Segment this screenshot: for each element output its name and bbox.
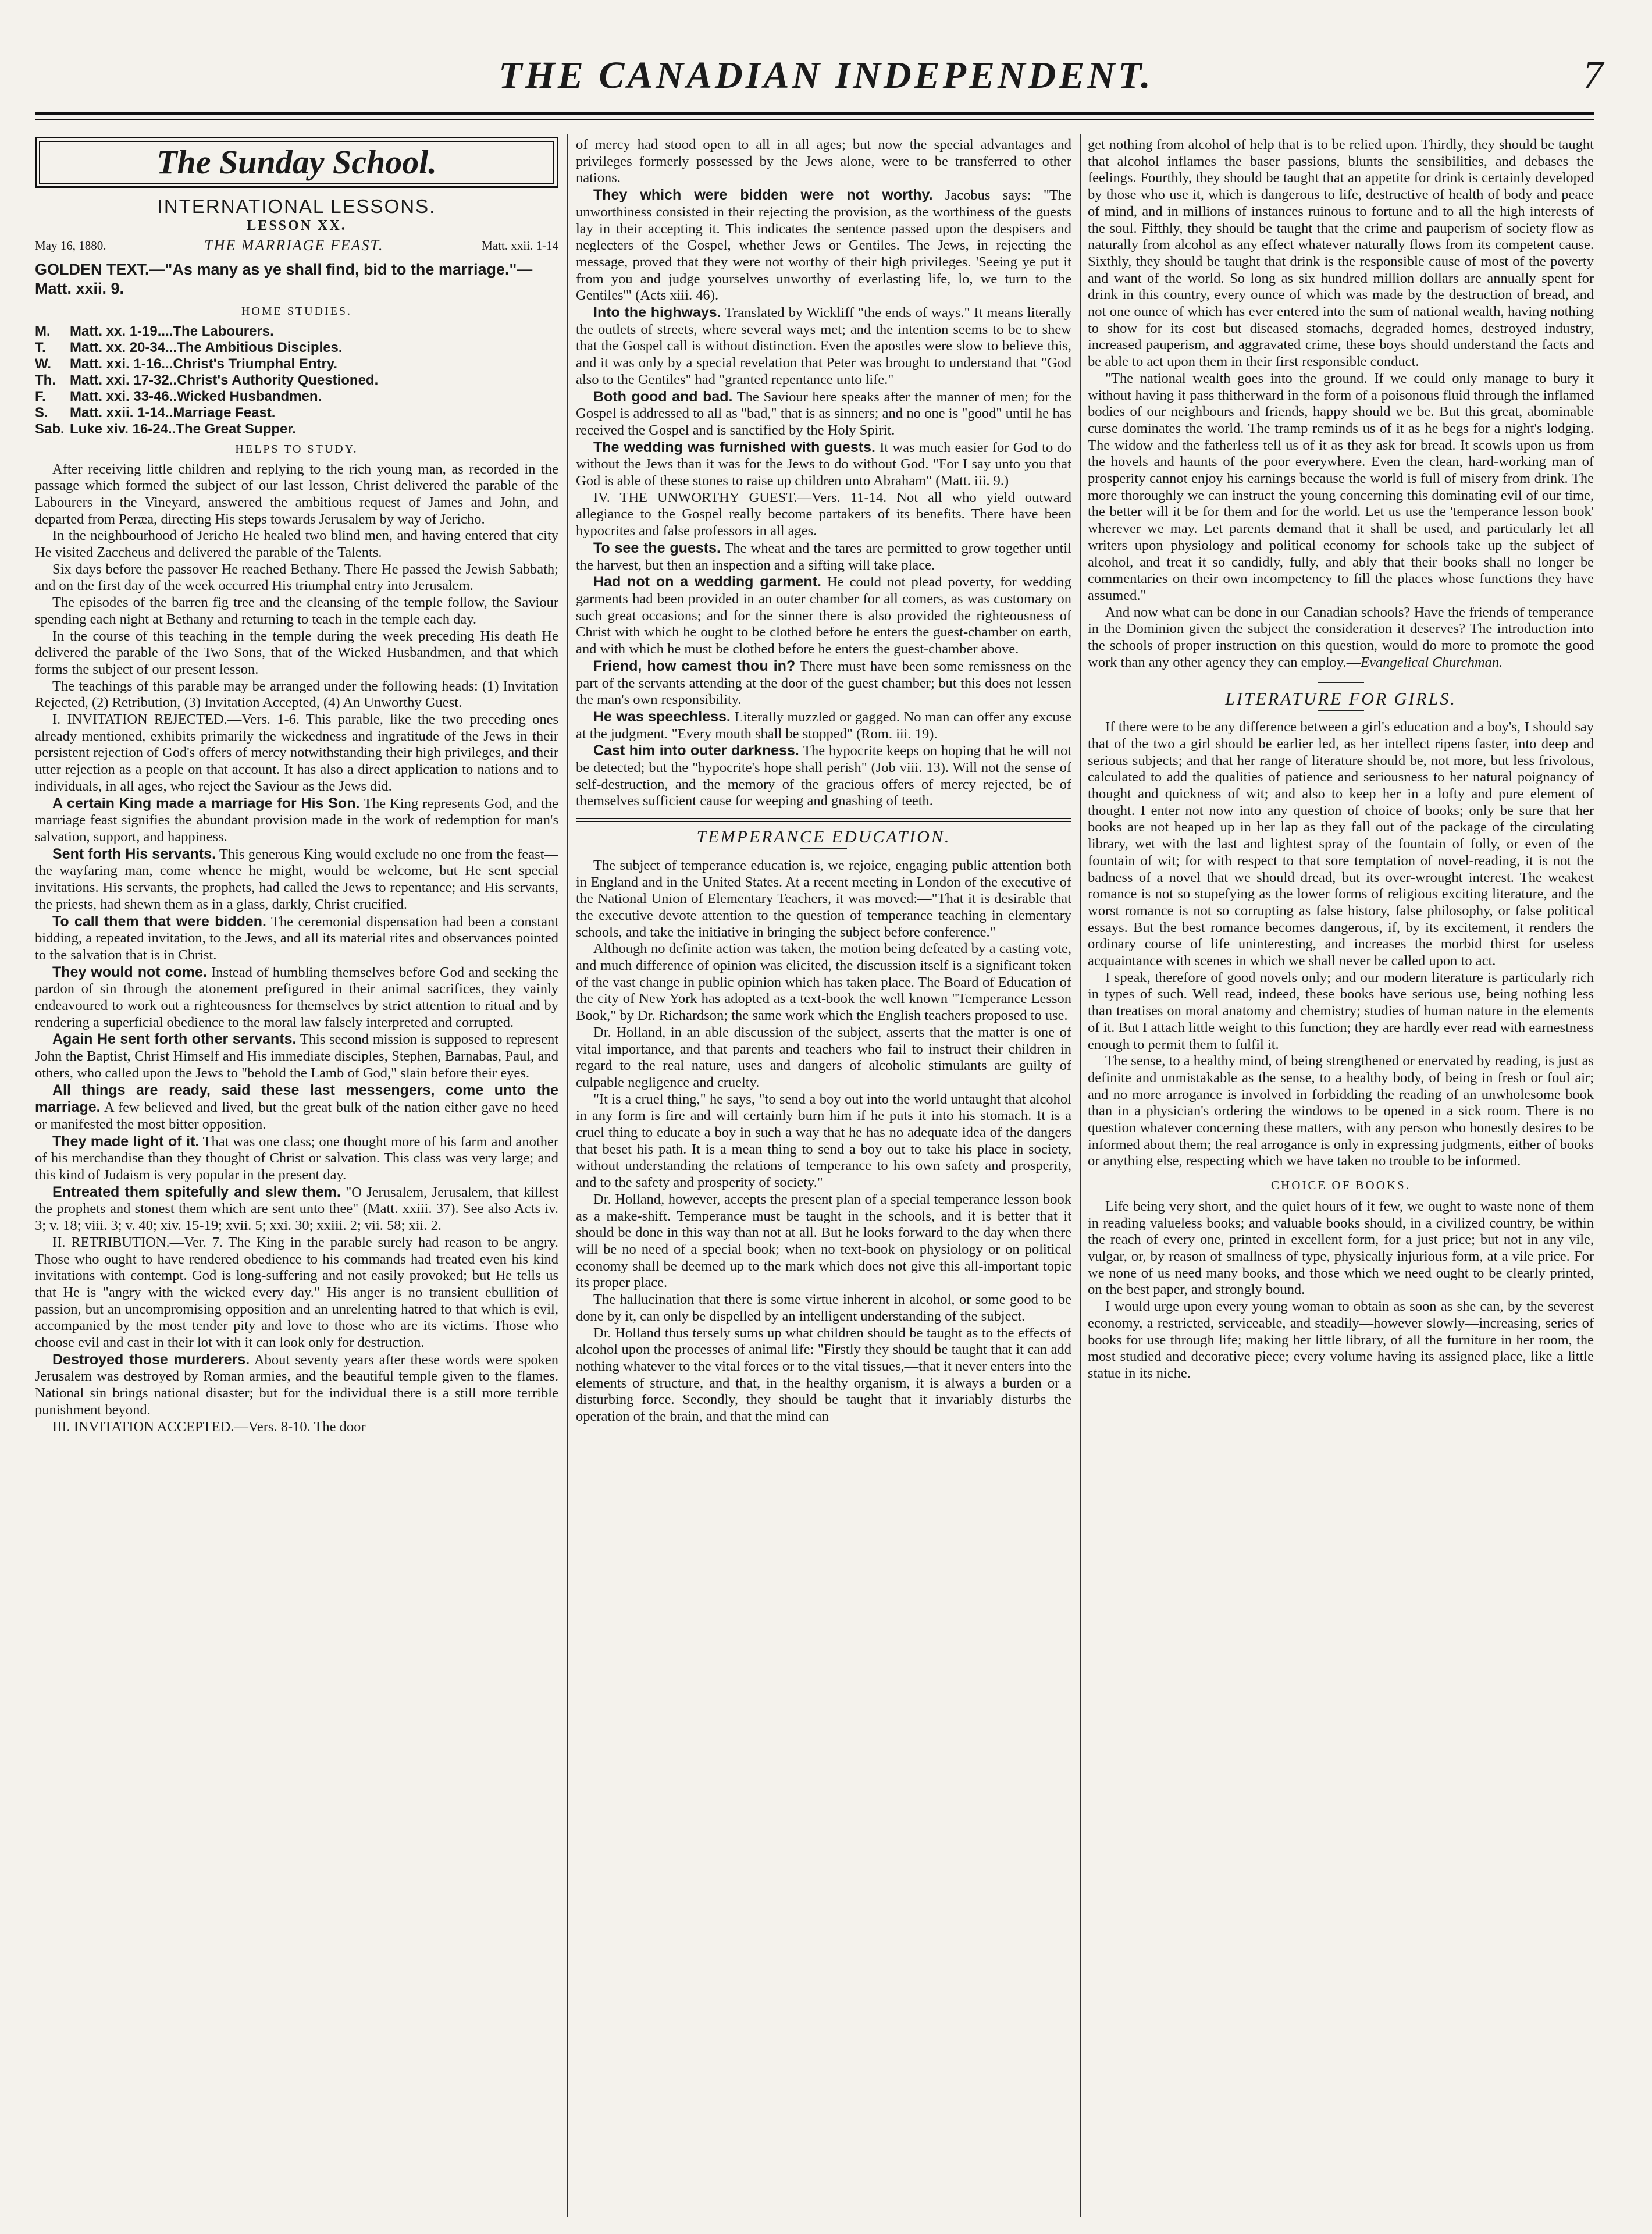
column-divider-2 bbox=[1080, 134, 1081, 2217]
lead-phrase: They made light of it. bbox=[52, 1133, 200, 1150]
paragraph-body: Jacobus says: "The unworthiness consisted in their rejecting the provision, as the worthiness of the guests lay in their accepting it. This indicates the sentence passed upon the despisers and neglecters of the Gospel, whether Jews or Gentiles. The Jews, in rejecting the message, proved that they were not worthy of their high privileges. 'Seeing ye put it from you and judge yourselves unworthy of everlasting life, lo, we turn to the Gentiles'" (Acts xiii. 46). bbox=[576, 187, 1071, 304]
newspaper-title: THE CANADIAN INDEPENDENT. bbox=[499, 54, 1153, 97]
source-citation: Evangelical Churchman. bbox=[1361, 654, 1503, 670]
section-divider bbox=[576, 818, 1071, 819]
lead-phrase: The wedding was furnished with guests. bbox=[593, 439, 875, 456]
paragraph bbox=[576, 742, 1071, 810]
lead-phrase: Had not on a wedding garment. bbox=[593, 574, 821, 590]
paragraph bbox=[35, 1082, 558, 1133]
paragraph bbox=[576, 187, 1071, 304]
paragraph bbox=[35, 1133, 558, 1184]
header-rule-thick bbox=[35, 112, 1594, 115]
paragraph bbox=[35, 1351, 558, 1419]
paragraph bbox=[35, 913, 558, 964]
page-number: 7 bbox=[1583, 53, 1603, 98]
paragraph-body: This second mission is supposed to represent John the Baptist, Christ Himself and His immediate disciples, Stephen, Barnabas, Paul, and others, who called upon the Jews to "behold the Lamb of God," slain before their eyes. bbox=[35, 1031, 558, 1081]
lesson-info-row bbox=[35, 237, 558, 254]
paragraph bbox=[35, 964, 558, 1031]
paragraph: "It is a cruel thing," he says, "to send a boy out into the world untaught that alcohol in any form is fire and will certainly burn him if he puts it into his stomach. It is a cruel thing to educate a boy in such a way that he has no adequate idea of the dangers that beset his path. It is a mean thing to send a boy out to take his place in society, without understanding the relations of temperance to his own safety and prosperity, and to the safety and prosperity of society." bbox=[576, 1091, 1071, 1191]
lead-phrase: They would not come. bbox=[52, 963, 207, 980]
study-day: Th. bbox=[35, 372, 56, 388]
paragraph: The teachings of this parable may be arranged under the following heads: (1) Invitation Rejected, (2) Retribution, (3) Invitation Accepted, (4) An Unworthy Guest. bbox=[35, 678, 558, 711]
lessons-heading: INTERNATIONAL LESSONS. bbox=[157, 195, 436, 217]
paragraph: Six days before the passover He reached Bethany. There He passed the Jewish Sabbath; and on the first day of the week occurred His triumphal entry into Jerusalem. bbox=[35, 561, 558, 594]
paragraph: Life being very short, and the quiet hours of it few, we ought to waste none of them in reading valueless books; and valuable books should, in a civilized country, be within the reach of every one, printed in excellent form, for a just price; but not in any vile, vulgar, or, by reason of smallness of type, physically injurious form, at a vile price. For we none of us need many books, and those which we need ought to be clearly printed, on the best paper, and strongly bound. bbox=[1088, 1198, 1594, 1298]
paragraph-body: "O Jerusalem, Jerusalem, that killest the prophets and stonest them which are sent unto thee" (Matt. xxiii. 37). See also Acts iv. 3; v. 18; viii. 3; v. 40; xiv. 15-19; xvii. 5; xxi. 30; xxiii. 2; vii. 58; xii. 2. bbox=[35, 1184, 558, 1234]
lead-phrase: Sent forth His servants. bbox=[52, 845, 216, 862]
study-text: Matt. xxi. 17-32..Christ's Authority Questioned. bbox=[70, 372, 379, 388]
lead-phrase: To see the guests. bbox=[593, 539, 721, 556]
study-text: Matt. xx. 1-19....The Labourers. bbox=[70, 323, 274, 339]
study-item bbox=[35, 405, 558, 421]
home-studies-label: HOME STUDIES. bbox=[241, 305, 353, 318]
paragraph-body: About seventy years after these words were spoken Jerusalem was destroyed by Roman armies, and the beautiful temple given to the flames. National sin brings national disaster; but for the individual there is a still more terrible punishment beyond. bbox=[35, 1351, 558, 1418]
paragraph bbox=[576, 389, 1071, 439]
paragraph-body: The King represents God, and the marriage feast signifies the abundant provision made in the work of redemption for man's salvation, support, and happiness. bbox=[35, 795, 558, 845]
paragraph bbox=[576, 658, 1071, 709]
lead-phrase: Destroyed those murderers. bbox=[52, 1351, 250, 1368]
paragraph bbox=[576, 574, 1071, 658]
study-item bbox=[35, 356, 558, 372]
paragraph-body: Instead of humbling themselves before God and seeking the pardon of sin through the atonement prefigured in their animal sacrifices, they vainly endeavoured to work out a righteousness for themselves by strict attention to ritual and by rendering a superficial obedience to the moral law falsely interpreted and corrupted. bbox=[35, 964, 558, 1030]
lead-phrase: Into the highways. bbox=[593, 304, 721, 321]
study-item bbox=[35, 340, 558, 356]
column-3 bbox=[1088, 137, 1594, 2217]
paragraph: The subject of temperance education is, we rejoice, engaging public attention both in England and in the United States. At a recent meeting in London of the executive of the National Union of Elementary Teachers, it was moved:—"That it is desirable that the executive devote attention to the question of temperance teaching in elementary schools, and take the initiative in bringing the subject before conference." bbox=[576, 857, 1071, 940]
paragraph bbox=[576, 709, 1071, 742]
paragraph: Dr. Holland, in an able discussion of the subject, asserts that the matter is one of vital importance, and that parents and teachers who fail to instruct their children in regard to the real nature, uses and dangers of alcoholic stimulants are guilty of culpable negligence and cruelty. bbox=[576, 1024, 1071, 1090]
study-day: W. bbox=[35, 355, 51, 372]
paragraph: I speak, therefore of good novels only; and our modern literature is particularly rich in types of such. Well read, indeed, these books have serious use, being nothing less than treatises on moral anatomy and chemistry; studies of human nature in the elements of it. But I attach little weight to this function; they are hardly ever read with earnestness enough to permit them to fulfil it. bbox=[1088, 969, 1594, 1052]
paragraph-body: The ceremonial dispensation had been a constant bidding, a repeated invitation, to the Jews, and all its material rites and observances pointed to the salvation that is in Christ. bbox=[35, 913, 558, 963]
study-text: Matt. xxi. 1-16...Christ's Triumphal Entry. bbox=[70, 355, 338, 372]
sunday-school-banner bbox=[35, 137, 558, 188]
heading-rule bbox=[1318, 682, 1364, 683]
study-day: F. bbox=[35, 388, 46, 404]
study-item bbox=[35, 421, 558, 437]
lead-phrase: Cast him into outer darkness. bbox=[593, 742, 799, 759]
paragraph: Although no definite action was taken, the motion being defeated by a casting vote, and much difference of opinion was elicited, the discussion itself is a significant token of the vast change in public opinion which has taken place. The Board of Education of the city of New York has adopted as a text-book the well known "Temperance Lesson Book," by Dr. Richardson; the same work which the English teachers proposed to use. bbox=[576, 941, 1071, 1024]
study-day: T. bbox=[35, 339, 46, 355]
paragraph bbox=[35, 1031, 558, 1082]
study-day: S. bbox=[35, 404, 48, 421]
lead-phrase: Both good and bad. bbox=[593, 388, 733, 405]
column-2 bbox=[576, 137, 1071, 2217]
paragraph: IV. THE UNWORTHY GUEST.—Vers. 11-14. Not all who yield outward allegiance to the Gospel really become partakers of its benefits. There have been hypocrites and false professors in all ages. bbox=[576, 489, 1071, 539]
study-text: Matt. xxi. 33-46..Wicked Husbandmen. bbox=[70, 388, 322, 404]
paragraph: II. RETRIBUTION.—Ver. 7. The King in the parable surely had reason to be angry. Those who ought to have rendered obedience to his commands had treated even his kind invitations with contempt. God is long-suffering and not easily provoked; but He tells us that He is "angry with the wicked every day." His anger is no transient ebullition of passion, but an uncompromising opposition and an unrelenting hatred to that which is evil, accompanied by the most tender pity and love to those who are its victims. Those who choose evil and cast in their lot with it can look only for destruction. bbox=[35, 1234, 558, 1351]
study-text: Luke xiv. 16-24..The Great Supper. bbox=[70, 421, 297, 437]
paragraph: In the neighbourhood of Jericho He healed two blind men, and having entered that city He visited Zaccheus and delivered the parable of the Talents. bbox=[35, 528, 558, 561]
paragraph-body: Literally muzzled or gagged. No man can offer any excuse at the judgment. "Every mouth shall be stopped" (Rom. iii. 19). bbox=[576, 709, 1071, 742]
lead-phrase: A certain King made a marriage for His Son. bbox=[52, 795, 360, 812]
lesson-number: LESSON XX. bbox=[247, 218, 347, 233]
paragraph bbox=[35, 795, 558, 846]
choice-of-books-heading: CHOICE OF BOOKS. bbox=[1271, 1178, 1411, 1193]
heading-rule bbox=[1318, 710, 1364, 711]
study-day: Sab. bbox=[35, 421, 65, 437]
heading-rule bbox=[800, 848, 847, 849]
lead-phrase: Entreated them spitefully and slew them. bbox=[52, 1183, 341, 1200]
literature-heading: LITERATURE FOR GIRLS. bbox=[1225, 689, 1457, 709]
paragraph-body: The wheat and the tares are permitted to grow together until the harvest, but then an inspection and a sifting will take place. bbox=[576, 540, 1071, 573]
paragraph: I. INVITATION REJECTED.—Vers. 1-6. This parable, like the two preceding ones already mentioned, exhibits primarily the wickedness and ingratitude of the Jews in their persistent rejection of God's offers of mercy notwithstanding their high privileges, and their utter rejection as a people on that account. It has also a direct application to nations and to individuals, in all ages, who reject the Saviour as the Jews did. bbox=[35, 712, 558, 794]
paragraph: After receiving little children and replying to the rich young man, as recorded in the passage which formed the subject of our last lesson, Christ delivered the parable of the Labourers in the Vineyard, answered the ambitious request of James and John, and departed from Peræa, directing His steps towards Jerusalem by way of Jericho. bbox=[35, 461, 558, 527]
paragraph-body: There must have been some remissness on the part of the servants attending at the door of the guest chamber; but this does not lessen the man's own responsibility. bbox=[576, 658, 1071, 708]
paragraph: In the course of this teaching in the temple during the week preceding His death He delivered the parable of the Two Sons, that of the Wicked Husbandmen, and that which forms the subject of our present lesson. bbox=[35, 628, 558, 677]
paragraph-body: He could not plead poverty, for wedding garments had been provided in an outer chamber for all comers, as was customary on such great occasions; and for the sinner there is also provided the righteousness of Christ with which he ought to be clothed before he enters the guest-chamber on earth, and with which he must be clothed before he enters the guest-chamber above. bbox=[576, 574, 1071, 657]
study-text: Matt. xxii. 1-14..Marriage Feast. bbox=[70, 404, 276, 421]
paragraph bbox=[35, 1184, 558, 1235]
lesson-date: May 16, 1880. bbox=[35, 239, 106, 253]
column-divider-1 bbox=[567, 134, 568, 2217]
study-item bbox=[35, 323, 558, 340]
lead-phrase: All things are ready, said these last messengers, come unto the marriage. bbox=[35, 1082, 558, 1116]
page-header bbox=[35, 23, 1617, 111]
study-item bbox=[35, 389, 558, 405]
lead-phrase: They which were bidden were not worthy. bbox=[593, 187, 933, 204]
study-item bbox=[35, 372, 558, 389]
temperance-heading: TEMPERANCE EDUCATION. bbox=[696, 827, 951, 847]
lead-phrase: Friend, how camest thou in? bbox=[593, 657, 796, 674]
paragraph: The episodes of the barren fig tree and the cleansing of the temple follow, the Saviour spending each night at Bethany and returning to teach in the temple each day. bbox=[35, 595, 558, 627]
lead-phrase: He was speechless. bbox=[593, 708, 731, 725]
study-text: Matt. xx. 20-34...The Ambitious Disciples. bbox=[70, 339, 343, 355]
paragraph bbox=[576, 439, 1071, 490]
paragraph-body: That was one class; one thought more of his farm and another of his merchandise than they thought of Christ or salvation. This class was very large; and this kind of Judaism is very popular in the present day. bbox=[35, 1133, 558, 1183]
paragraph bbox=[1088, 604, 1594, 671]
column-1 bbox=[35, 137, 558, 2217]
lead-phrase: To call them that were bidden. bbox=[52, 913, 266, 930]
paragraph: Dr. Holland thus tersely sums up what children should be taught as to the effects of alcohol upon the processes of animal life: "Firstly they should be taught that it can add nothing whatever to the vital forces or to the vital tissues,—that it never enters into the elements of structure, and that, in the healthy organism, it is always a burden or a disturbing force. Secondly, they should be taught that it invariably disturbs the operation of the brain, and that the mind can bbox=[576, 1325, 1071, 1425]
paragraph-body: The Saviour here speaks after the manner of men; for the Gospel is addressed to all as "bad," that is as sinners; and no one is "good" until he has received the Gospel and is sanctified by the Holy Spirit. bbox=[576, 389, 1071, 438]
paragraph bbox=[576, 540, 1071, 574]
paragraph-body: The hypocrite keeps on hoping that he will not be detected; but the "hypocrite's hope shall perish" (Job viii. 13). Will not the sense of self-destruction, and the memory of the gracious offers of mercy rejected, be of themselves sufficient cause for weeping and gnashing of teeth. bbox=[576, 743, 1071, 809]
paragraph: The sense, to a healthy mind, of being strengthened or enervated by reading, is just as definite and unmistakable as the sense, to a healthy body, of being in fresh or foul air; and no more arrogance is involved in forbidding the reading of an unwholesome book than in a physician's ordering the windows to be opened in a sick room. There is no question whatever concerning these matters, with any person who honestly desires to be informed about them; the real arrogance is only in expressing judgments, either of books or anything else, respecting which we have taken no trouble to be informed. bbox=[1088, 1053, 1594, 1169]
home-studies-list bbox=[35, 323, 558, 437]
paragraph: Dr. Holland, however, accepts the present plan of a special temperance lesson book as a make-shift. Temperance must be taught in the schools, and it is better that it should be done in this way than not at all. But he looks forward to the day when there will be no need of a special book; when no text-book on physiology or on political economy shall be deemed up to the mark which does not give this all-important topic its proper place. bbox=[576, 1191, 1071, 1291]
lesson-name: THE MARRIAGE FEAST. bbox=[204, 237, 384, 254]
paragraph: of mercy had stood open to all in all ages; but now the special advantages and privileges formerly possessed by the Jews alone, were to be transferred to other nations. bbox=[576, 137, 1071, 186]
paragraph-body: Translated by Wickliff "the ends of ways." It means literally the outlets of streets, where several ways met; and the intention seems to be to shew that the Gospel call is without distinction. Even the apostles were slow to believe this, and it was only by a special revelation that Peter was brought to understand that "God also to the Gentiles" had "granted repentance unto life." bbox=[576, 305, 1071, 387]
paragraph: III. INVITATION ACCEPTED.—Vers. 8-10. The door bbox=[52, 1418, 366, 1435]
paragraph-body: This generous King would exclude no one from the feast—the wayfaring man, come whence he might, would be welcome, but He sent special invitations. His servants, the prophets, had called the Jews to repentance; and His servants, the priests, had shewn them as in a glass, darkly, Christ crucified. bbox=[35, 846, 558, 912]
paragraph: If there were to be any difference between a girl's education and a boy's, I should say that of the two a girl should be earlier led, as her intellect ripens faster, into deep and serious subjects; and that her range of literature should be, not more, but less frivolous, calculated to add the qualities of patience and seriousness to her natural poignancy of thought and quickness of wit; and also to keep her in a lofty and pure element of thought. I enter not now into any question of choice of books; only be sure that her books are not heaped up in her lap as they fall out of the package of the circulating library, wet with the last and lightest spray of the fountain of folly, or even of the fountain of wit; for with respect to that sore temptation of novel-reading, it is not the badness of a novel that we should dread, but its over-wrought interest. The weakest romance is not so stupefying as the lower forms of religious exciting literature, and the worst romance is not so corrupting as false history, false philosophy, or false political essays. But the best romance becomes dangerous, if, by its excitement, it renders the ordinary course of life uninteresting, and increases the morbid thirst for useless acquaintance with scenes in which we shall never be called upon to act. bbox=[1088, 719, 1594, 969]
golden-text: GOLDEN TEXT.—"As many as ye shall find, bid to the marriage."—Matt. xxii. 9. bbox=[35, 261, 533, 298]
paragraph: I would urge upon every young woman to obtain as soon as she can, by the severest economy, a restricted, serviceable, and steadily—however slowly—increasing, series of books for use through life; making her little library, of all the furniture in her room, the most studied and decorative piece; every volume having its assigned place, like a little statue in its niche. bbox=[1088, 1299, 1594, 1381]
paragraph-body: It was much easier for God to do without the Jews than it was for the Jews to do without God. "For I say unto you that God is able of these stones to raise up children unto Abraham" (Matt. iii. 9.) bbox=[576, 439, 1071, 489]
helps-label: HELPS TO STUDY. bbox=[235, 442, 358, 456]
paragraph bbox=[35, 846, 558, 913]
study-day: M. bbox=[35, 323, 51, 339]
section-title: The Sunday School. bbox=[156, 143, 437, 181]
lead-phrase: Again He sent forth other servants. bbox=[52, 1031, 297, 1048]
paragraph-body: And now what can be done in our Canadian schools? Have the friends of temperance in the Dominion given the subject the consideration it deserves? The introduction into the schools of proper instruction on this question, would do more to promote the good work than any other agency they can employ.— bbox=[1088, 604, 1594, 670]
lesson-reference: Matt. xxii. 1-14 bbox=[482, 239, 558, 253]
paragraph: get nothing from alcohol of help that is to be relied upon. Thirdly, they should be taught that alcohol inflames the baser passions, blunts the sensibilities, and debases the feelings. Fourthly, they should be taught that an appetite for drink is certainly developed by those who use it, which is dangerous to life, destructive of health of body and peace of mind, and in millions of instances ruinous to fortune and to all the high interests of the soul. Fifthly, they should be taught that the crime and pauperism of society flow as naturally from alcohol as any effect whatever naturally flows from its competent cause. Sixthly, they should be taught that drink is the responsible cause of most of the poverty and want of the world. So long as six hundred million dollars are annually spent for drink in this country, every ounce of which was made by the destruction of bread, and not one ounce of which has ever entered into the sum of national wealth, having nothing to show for its cost but diseased stomachs, degraded homes, destroyed industry, increased pauperism, and aggravated crime, these boys should understand the facts and be able to act upon them in their first responsible conduct. bbox=[1088, 137, 1594, 370]
paragraph bbox=[576, 304, 1071, 389]
paragraph-body: A few believed and lived, but the great bulk of the nation either gave no heed or manifested the most bitter opposition. bbox=[35, 1100, 558, 1132]
header-rule-thin bbox=[35, 119, 1594, 120]
paragraph: "The national wealth goes into the ground. If we could only manage to bury it without having it pass thitherward in the form of a poisonous fluid through the inflamed bodies of our neighbours and friends, happy should we be. But this great, abominable curse dominates the world. The tramp reminds us of it as he begs for a night's lodging. The widow and the fatherless tell us of it as they ask for bread. It scowls upon us from the hovels and haunts of the poor everywhere. Even the clean, hard-working man of prosperity cannot enjoy his earnings because the world is full of misery from drink. The more thoroughly we can instruct the young concerning this dominating evil of our time, the better will it be for them and for the world. Let us use the 'temperance lesson book' wherever we may. Let parents demand that it shall be used, and particularly let all writers upon physiology and political economy for schools take up the subject of alcohol, and treat it so candidly, fully, and ably that their books shall no longer be commentaries on their own incompetency to fill the places whose functions they have assumed." bbox=[1088, 370, 1594, 603]
paragraph: The hallucination that there is some virtue inherent in alcohol, or some good to be done by it, can only be dispelled by an intelligent understanding of the subject. bbox=[576, 1292, 1071, 1324]
section-divider-thin bbox=[576, 821, 1071, 822]
